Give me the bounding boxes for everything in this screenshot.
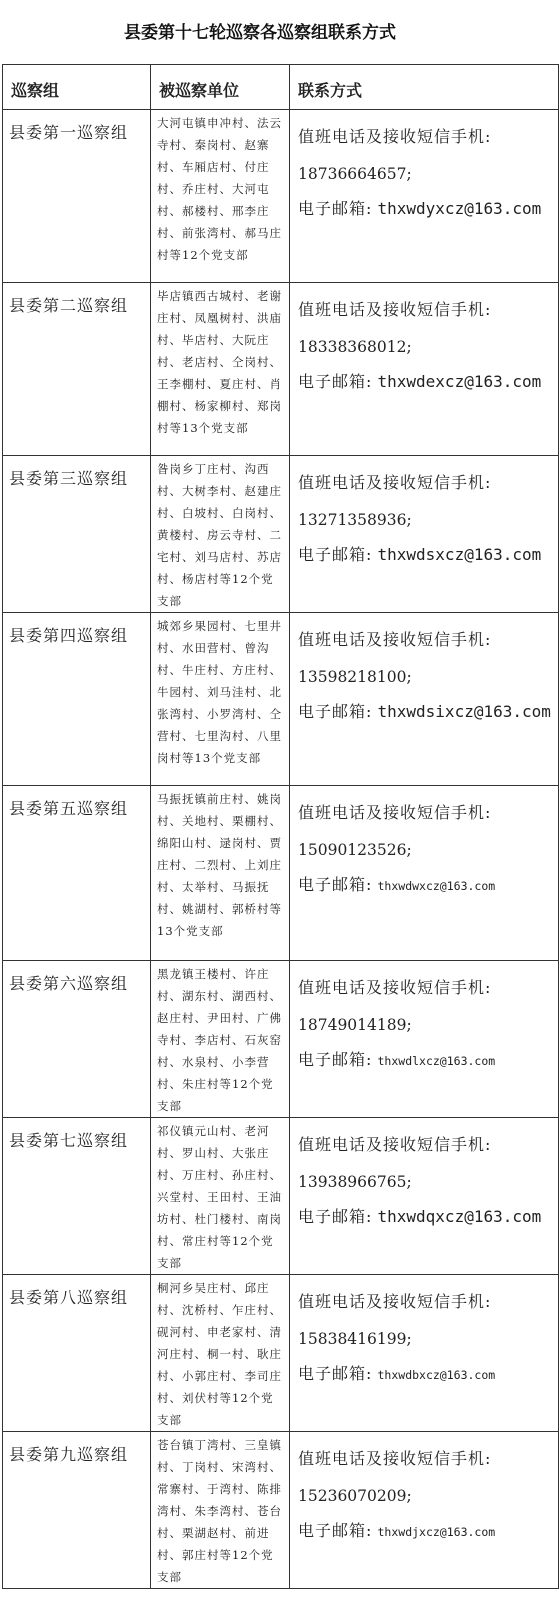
table-row bbox=[3, 456, 559, 613]
contact-label: 值班电话及接收短信手机: bbox=[298, 127, 492, 146]
contact-label: 值班电话及接收短信手机: bbox=[298, 1292, 492, 1311]
inspected-units: 毕店镇西古城村、老谢庄村、凤凰树村、洪庙村、毕店村、大阮庄村、老店村、仝岗村、王李棚村、夏庄村、肖棚村、杨家柳村、郑岗村等13个党支部 bbox=[151, 283, 290, 456]
group-name: 县委第八巡察组 bbox=[3, 1275, 151, 1432]
contact-info bbox=[290, 1432, 559, 1589]
group-name: 县委第六巡察组 bbox=[3, 961, 151, 1118]
inspected-units: 桐河乡吴庄村、邱庄村、沈桥村、乍庄村、砚河村、申老家村、清河庄村、桐一村、耿庄村、小郭庄村、李司庄村、刘伏村等12个党支部 bbox=[151, 1275, 290, 1432]
email-label: 电子邮箱: bbox=[298, 1521, 373, 1540]
email-label: 电子邮箱: bbox=[298, 875, 373, 894]
contact-label: 值班电话及接收短信手机: bbox=[298, 803, 492, 822]
email-line bbox=[298, 1357, 554, 1392]
group-name: 县委第二巡察组 bbox=[3, 283, 151, 456]
email-address[interactable]: thxwdbxcz@163.com bbox=[377, 1368, 496, 1382]
email-label: 电子邮箱: bbox=[298, 199, 373, 218]
table-row bbox=[3, 961, 559, 1118]
phone-number: 15090123526; bbox=[298, 841, 412, 859]
phone-number: 13271358936; bbox=[298, 511, 412, 529]
contact-info bbox=[290, 613, 559, 786]
contact-label: 值班电话及接收短信手机: bbox=[298, 1135, 492, 1154]
inspected-units: 马振抚镇前庄村、姚岗村、关地村、栗棚村、绵阳山村、逯岗村、贾庄村、二烈村、上刘庄村、太举村、马振抚村、姚湖村、郭桥村等13个党支部 bbox=[151, 786, 290, 961]
email-line bbox=[298, 192, 554, 226]
email-line bbox=[298, 538, 554, 572]
phone-number: 18736664657; bbox=[298, 165, 412, 183]
email-label: 电子邮箱: bbox=[298, 372, 373, 391]
email-address[interactable]: thxwdyxcz@163.com bbox=[377, 199, 542, 218]
column-header-group: 巡察组 bbox=[3, 65, 151, 110]
column-header-units: 被巡察单位 bbox=[151, 65, 290, 110]
email-label: 电子邮箱: bbox=[298, 545, 373, 564]
group-name: 县委第七巡察组 bbox=[3, 1118, 151, 1275]
contact-table bbox=[2, 64, 559, 1589]
table-row bbox=[3, 1275, 559, 1432]
column-header-contact: 联系方式 bbox=[290, 65, 559, 110]
contact-label: 值班电话及接收短信手机: bbox=[298, 473, 492, 492]
email-label: 电子邮箱: bbox=[298, 1364, 373, 1383]
phone-number: 18338368012; bbox=[298, 338, 412, 356]
inspected-units: 昝岗乡丁庄村、沟西村、大树李村、赵建庄村、白坡村、白岗村、黄楼村、房云寺村、二宅村、刘马店村、苏店村、杨店村等12个党支部 bbox=[151, 456, 290, 613]
table-row bbox=[3, 1432, 559, 1589]
email-line bbox=[298, 365, 554, 399]
phone-number: 15236070209; bbox=[298, 1487, 412, 1505]
inspected-units: 黑龙镇王楼村、许庄村、湖东村、湖西村、赵庄村、尹田村、广佛寺村、李店村、石灰窑村、水泉村、小李营村、朱庄村等12个党支部 bbox=[151, 961, 290, 1118]
email-label: 电子邮箱: bbox=[298, 1050, 373, 1069]
contact-info bbox=[290, 1275, 559, 1432]
group-name: 县委第三巡察组 bbox=[3, 456, 151, 613]
contact-info bbox=[290, 110, 559, 283]
email-label: 电子邮箱: bbox=[298, 702, 373, 721]
phone-number: 13598218100; bbox=[298, 668, 412, 686]
email-address[interactable]: thxwdlxcz@163.com bbox=[377, 1054, 496, 1068]
email-address[interactable]: thxwdqxcz@163.com bbox=[377, 1207, 542, 1226]
phone-number: 15838416199; bbox=[298, 1330, 412, 1348]
email-line bbox=[298, 1043, 554, 1078]
phone-number: 13938966765; bbox=[298, 1173, 412, 1191]
inspected-units: 城郊乡果园村、七里井村、水田营村、曾沟村、牛庄村、方庄村、牛园村、刘马洼村、北张湾村、小罗湾村、仝营村、七里沟村、八里岗村等13个党支部 bbox=[151, 613, 290, 786]
email-address[interactable]: thxwdjxcz@163.com bbox=[377, 1525, 496, 1539]
group-name: 县委第五巡察组 bbox=[3, 786, 151, 961]
email-address[interactable]: thxwdwxcz@163.com bbox=[377, 879, 496, 893]
email-line bbox=[298, 1200, 554, 1234]
table-row bbox=[3, 1118, 559, 1275]
email-address[interactable]: thxwdsixcz@163.com bbox=[377, 702, 551, 721]
contact-info bbox=[290, 961, 559, 1118]
phone-number: 18749014189; bbox=[298, 1016, 412, 1034]
table-header-row bbox=[3, 65, 559, 110]
contact-info bbox=[290, 283, 559, 456]
contact-info bbox=[290, 786, 559, 961]
table-row bbox=[3, 786, 559, 961]
group-name: 县委第一巡察组 bbox=[3, 110, 151, 283]
table-body bbox=[3, 110, 559, 1589]
inspected-units: 祁仪镇元山村、老河村、罗山村、大张庄村、万庄村、孙庄村、兴堂村、王田村、王油坊村、杜门楼村、南岗村、常庄村等12个党支部 bbox=[151, 1118, 290, 1275]
table-row bbox=[3, 110, 559, 283]
group-name: 县委第四巡察组 bbox=[3, 613, 151, 786]
contact-label: 值班电话及接收短信手机: bbox=[298, 1449, 492, 1468]
group-name: 县委第九巡察组 bbox=[3, 1432, 151, 1589]
table-row bbox=[3, 283, 559, 456]
contact-label: 值班电话及接收短信手机: bbox=[298, 630, 492, 649]
table-row bbox=[3, 613, 559, 786]
inspected-units: 苍台镇丁湾村、三皇镇村、丁岗村、宋湾村、常寨村、于湾村、陈排湾村、朱李湾村、苍台村、栗湖赵村、前进村、郭庄村等12个党支部 bbox=[151, 1432, 290, 1589]
email-line bbox=[298, 868, 554, 903]
email-line bbox=[298, 695, 554, 729]
email-line bbox=[298, 1514, 554, 1549]
email-label: 电子邮箱: bbox=[298, 1207, 373, 1226]
inspected-units: 大河屯镇申冲村、法云寺村、秦岗村、赵寨村、车厢店村、付庄村、乔庄村、大河屯村、郝楼村、邢李庄村、前张湾村、郝马庄村等12个党支部 bbox=[151, 110, 290, 283]
contact-info bbox=[290, 1118, 559, 1275]
email-address[interactable]: thxwdexcz@163.com bbox=[377, 372, 542, 391]
contact-info bbox=[290, 456, 559, 613]
contact-label: 值班电话及接收短信手机: bbox=[298, 300, 492, 319]
email-address[interactable]: thxwdsxcz@163.com bbox=[377, 545, 542, 564]
page-title: 县委第十七轮巡察各巡察组联系方式 bbox=[124, 23, 396, 43]
contact-label: 值班电话及接收短信手机: bbox=[298, 978, 492, 997]
